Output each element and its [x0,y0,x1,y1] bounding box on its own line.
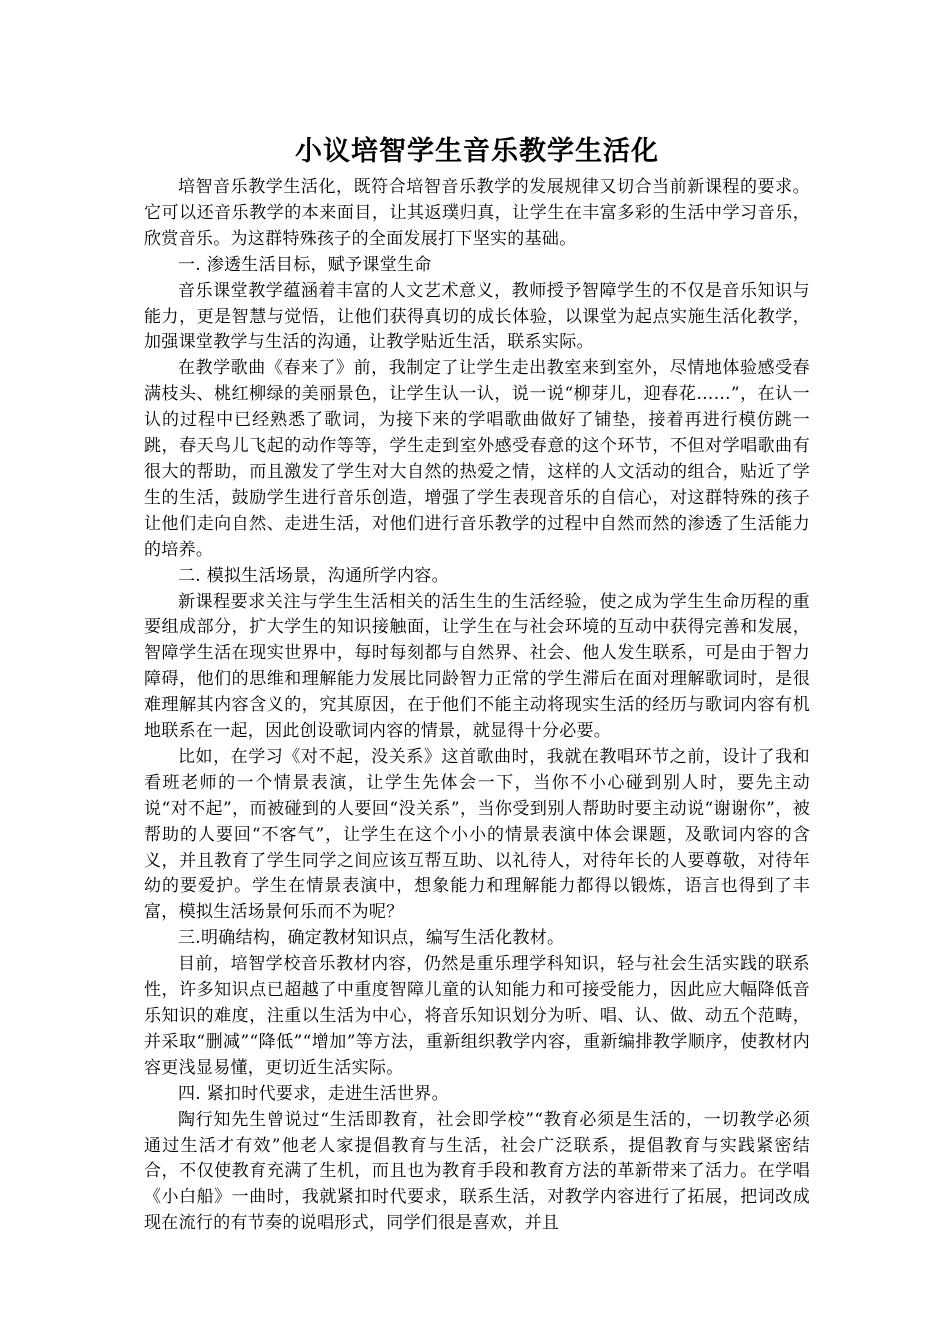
section-heading-3: 三.明确结构，确定教材知识点，编写生活化教材。 [178,928,565,949]
paragraph: 新课程要求关注与学生生活相关的活生生的生活经验，使之成为学生生命历程的重要组成部分，扩大学生的知识接触面，让学生在与社会环境的互动中获得完善和发展，智障学生活在现实世界中，每时每刻都与自然界、社会、他人发生联系，可是由于智力障碍，他们的思维和理解能力发展比同龄智力正常的学生滞后在面对理解歌词时，是很难理解其内容含义的，究其原因，在于他们不能主动将现实生活的经历与歌词内容有机地联系在一起，因此创设歌词内容的情景，就显得十分必要。 [144,591,810,742]
paragraph-intro: 培智音乐教学生活化，既符合培智音乐教学的发展规律又切合当前新课程的要求。它可以还音乐教学的本来面目，让其返璞归真，让学生在丰富多彩的生活中学习音乐，欣赏音乐。为这群特殊孩子的全面发展打下坚实的基础。 [144,177,810,249]
section-heading-1: 一. 渗透生活目标，赋予课堂生命 [178,254,432,275]
section-heading-4: 四. 紧扣时代要求，走进生活世界。 [178,1083,449,1104]
paragraph: 在教学歌曲《春来了》前，我制定了让学生走出教室来到室外，尽情地体验感受春满枝头、桃红柳绿的美丽景色，让学生认一认，说一说“柳芽儿，迎春花……”，在认一认的过程中已经熟悉了歌词，为接下来的学唱歌曲做好了铺垫，接着再进行模仿跳一跳，春天鸟儿飞起的动作等等，学生走到室外感受春意的这个环节，不但对学唱歌曲有很大的帮助，而且激发了学生对大自然的热爱之情，这样的人文活动的组合，贴近了学生的生活，鼓励学生进行音乐创造，增强了学生表现音乐的自信心，对这群特殊的孩子让他们走向自然、走进生活，对他们进行音乐教学的过程中自然而然的渗透了生活能力的培养。 [144,358,810,560]
section-heading-2: 二. 模拟生活场景，沟通所学内容。 [178,565,449,586]
paragraph: 目前，培智学校音乐教材内容，仍然是重乐理学科知识，轻与社会生活实践的联系性，许多知识点已超越了中重度智障儿童的认知能力和可接受能力，因此应大幅降低音乐知识的难度，注重以生活为中心，将音乐知识划分为听、唱、认、做、动五个范畴，并采取“删减”“降低”“增加”等方法，重新组织教学内容，重新编排教学顺序，使教材内容更浅显易懂，更切近生活实际。 [144,954,810,1078]
document-title: 小议培智学生音乐教学生活化 [295,136,659,167]
paragraph: 音乐课堂教学蕴涵着丰富的人文艺术意义，教师授予智障学生的不仅是音乐知识与能力，更是智慧与觉悟，让他们获得真切的成长体验，以课堂为起点实施生活化教学，加强课堂教学与生活的沟通，让教学贴近生活，联系实际。 [144,280,810,353]
paragraph: 陶行知先生曾说过“生活即教育，社会即学校”“教育必须是生活的，一切教学必须通过生活才有效”他老人家提倡教育与生活，社会广泛联系，提倡教育与实践紧密结合，不仅使教育充满了生机，而且也为教育手段和教育方法的革新带来了活力。在学唱《小白船》一曲时，我就紧扣时代要求，联系生活，对教学内容进行了拓展，把词改成现在流行的有节奏的说唱形式，同学们很是喜欢，并且 [144,1109,810,1234]
document-body [144,175,810,1237]
paragraph: 比如，在学习《对不起，没关系》这首歌曲时，我就在教唱环节之前，设计了我和看班老师的一个情景表演，让学生先体会一下，当你不小心碰到别人时，要先主动说“对不起”，而被碰到的人要回“没关系”，当你受到别人帮助时要主动说“谢谢你”，被帮助的人要回“不客气”，让学生在这个小小的情景表演中体会课题，及歌词内容的含义，并且教育了学生同学之间应该互帮互助、以礼待人，对待年长的人要尊敬，对待年幼的要爱护。学生在情景表演中，想象能力和理解能力都得以锻炼，语言也得到了丰富，模拟生活场景何乐而不为呢？ [144,746,810,923]
